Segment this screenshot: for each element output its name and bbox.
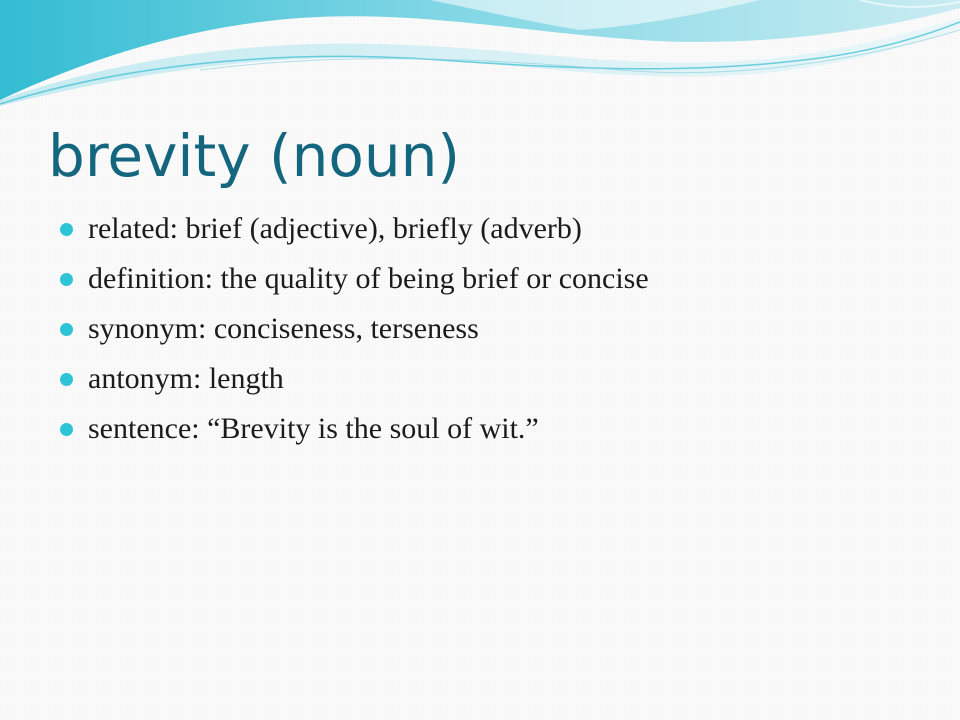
bullet-text: sentence: “Brevity is the soul of wit.” bbox=[88, 412, 539, 445]
bullet-related bbox=[60, 204, 920, 254]
bullet-definition bbox=[60, 254, 920, 304]
wave-header-decoration bbox=[0, 0, 960, 110]
bullet-text: synonym: conciseness, terseness bbox=[88, 312, 479, 345]
bullet-dot-icon bbox=[60, 373, 73, 386]
bullet-dot-icon bbox=[60, 223, 73, 236]
bullet-sentence bbox=[60, 404, 920, 454]
bullet-text: definition: the quality of being brief or concise bbox=[88, 262, 649, 295]
slide-title: brevity (noun) bbox=[48, 122, 461, 190]
bullet-text: antonym: length bbox=[88, 362, 284, 395]
bullet-list bbox=[60, 204, 920, 454]
bullet-dot-icon bbox=[60, 323, 73, 336]
bullet-dot-icon bbox=[60, 273, 73, 286]
bullet-text: related: brief (adjective), briefly (adverb) bbox=[88, 212, 582, 245]
bullet-synonym bbox=[60, 304, 920, 354]
bullet-antonym bbox=[60, 354, 920, 404]
bullet-dot-icon bbox=[60, 423, 73, 436]
